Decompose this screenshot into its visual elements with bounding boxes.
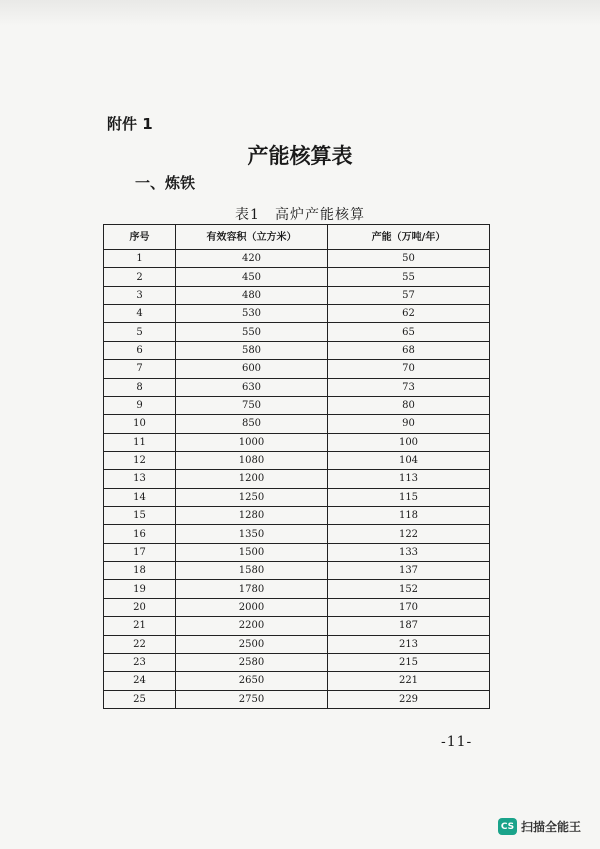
cell-capacity: 118 <box>328 507 490 525</box>
cell-index: 8 <box>104 378 176 396</box>
table-row <box>104 617 490 635</box>
table-row <box>104 415 490 433</box>
table-row <box>104 378 490 396</box>
cell-volume: 1580 <box>176 562 328 580</box>
cell-volume: 850 <box>176 415 328 433</box>
cell-capacity: 70 <box>328 360 490 378</box>
table-row <box>104 672 490 690</box>
table-caption: 表1 高炉产能核算 <box>235 207 365 223</box>
cell-index: 1 <box>104 250 176 268</box>
table-row <box>104 250 490 268</box>
header-index: 序号 <box>104 225 176 250</box>
table-row <box>104 653 490 671</box>
cell-capacity: 65 <box>328 323 490 341</box>
page-number: -11- <box>441 734 473 750</box>
table-row <box>104 341 490 359</box>
cell-capacity: 229 <box>328 690 490 708</box>
cell-capacity: 137 <box>328 562 490 580</box>
table-row <box>104 268 490 286</box>
cell-capacity: 68 <box>328 341 490 359</box>
section-heading: 一、炼铁 <box>135 174 196 192</box>
cell-volume: 550 <box>176 323 328 341</box>
cell-capacity: 80 <box>328 396 490 414</box>
cell-index: 13 <box>104 470 176 488</box>
cell-capacity: 133 <box>328 543 490 561</box>
table-row <box>104 396 490 414</box>
cell-index: 6 <box>104 341 176 359</box>
scan-edge-shadow <box>0 0 600 26</box>
cell-index: 25 <box>104 690 176 708</box>
cell-index: 5 <box>104 323 176 341</box>
cell-volume: 2650 <box>176 672 328 690</box>
cell-volume: 1200 <box>176 470 328 488</box>
cell-volume: 2750 <box>176 690 328 708</box>
cell-index: 14 <box>104 488 176 506</box>
cell-volume: 1250 <box>176 488 328 506</box>
cell-volume: 2000 <box>176 598 328 616</box>
cell-index: 21 <box>104 617 176 635</box>
cell-capacity: 213 <box>328 635 490 653</box>
cell-index: 19 <box>104 580 176 598</box>
cell-volume: 2500 <box>176 635 328 653</box>
cell-index: 22 <box>104 635 176 653</box>
cell-volume: 530 <box>176 305 328 323</box>
cell-capacity: 100 <box>328 433 490 451</box>
cell-capacity: 122 <box>328 525 490 543</box>
cell-volume: 480 <box>176 286 328 304</box>
cell-index: 18 <box>104 562 176 580</box>
header-capacity: 产能（万吨/年） <box>328 225 490 250</box>
cell-volume: 1080 <box>176 451 328 469</box>
cell-capacity: 170 <box>328 598 490 616</box>
cell-index: 2 <box>104 268 176 286</box>
camscanner-logo-icon: CS <box>498 818 517 835</box>
cell-volume: 580 <box>176 341 328 359</box>
cell-index: 23 <box>104 653 176 671</box>
cell-volume: 450 <box>176 268 328 286</box>
cell-index: 24 <box>104 672 176 690</box>
table-row <box>104 323 490 341</box>
capacity-table <box>103 224 490 709</box>
attachment-label: 附件 1 <box>107 115 153 133</box>
cell-index: 10 <box>104 415 176 433</box>
cell-index: 12 <box>104 451 176 469</box>
cell-volume: 630 <box>176 378 328 396</box>
scanner-watermark <box>498 818 581 835</box>
cell-index: 16 <box>104 525 176 543</box>
table-header-row <box>104 225 490 250</box>
cell-capacity: 62 <box>328 305 490 323</box>
table-row <box>104 360 490 378</box>
cell-capacity: 221 <box>328 672 490 690</box>
cell-index: 4 <box>104 305 176 323</box>
cell-index: 20 <box>104 598 176 616</box>
cell-volume: 600 <box>176 360 328 378</box>
cell-capacity: 115 <box>328 488 490 506</box>
cell-volume: 1350 <box>176 525 328 543</box>
cell-capacity: 104 <box>328 451 490 469</box>
table-row <box>104 580 490 598</box>
table-row <box>104 286 490 304</box>
cell-index: 15 <box>104 507 176 525</box>
table-row <box>104 433 490 451</box>
table-row <box>104 507 490 525</box>
cell-index: 7 <box>104 360 176 378</box>
cell-capacity: 50 <box>328 250 490 268</box>
table-row <box>104 451 490 469</box>
table-row <box>104 690 490 708</box>
table-row <box>104 305 490 323</box>
cell-volume: 1780 <box>176 580 328 598</box>
cell-volume: 2580 <box>176 653 328 671</box>
cell-volume: 750 <box>176 396 328 414</box>
cell-capacity: 73 <box>328 378 490 396</box>
cell-volume: 2200 <box>176 617 328 635</box>
header-volume: 有效容积（立方米） <box>176 225 328 250</box>
document-title: 产能核算表 <box>247 143 353 168</box>
table-row <box>104 488 490 506</box>
watermark-app-name: 扫描全能王 <box>521 820 582 834</box>
cell-volume: 1280 <box>176 507 328 525</box>
cell-index: 9 <box>104 396 176 414</box>
cell-capacity: 215 <box>328 653 490 671</box>
table-row <box>104 525 490 543</box>
table-row <box>104 543 490 561</box>
cell-capacity: 152 <box>328 580 490 598</box>
cell-index: 17 <box>104 543 176 561</box>
table-row <box>104 635 490 653</box>
cell-volume: 1500 <box>176 543 328 561</box>
cell-capacity: 57 <box>328 286 490 304</box>
table-row <box>104 470 490 488</box>
cell-capacity: 90 <box>328 415 490 433</box>
cell-capacity: 187 <box>328 617 490 635</box>
cell-volume: 420 <box>176 250 328 268</box>
cell-capacity: 55 <box>328 268 490 286</box>
cell-index: 11 <box>104 433 176 451</box>
cell-index: 3 <box>104 286 176 304</box>
cell-volume: 1000 <box>176 433 328 451</box>
table-row <box>104 562 490 580</box>
table-body <box>104 250 490 709</box>
cell-capacity: 113 <box>328 470 490 488</box>
table-row <box>104 598 490 616</box>
